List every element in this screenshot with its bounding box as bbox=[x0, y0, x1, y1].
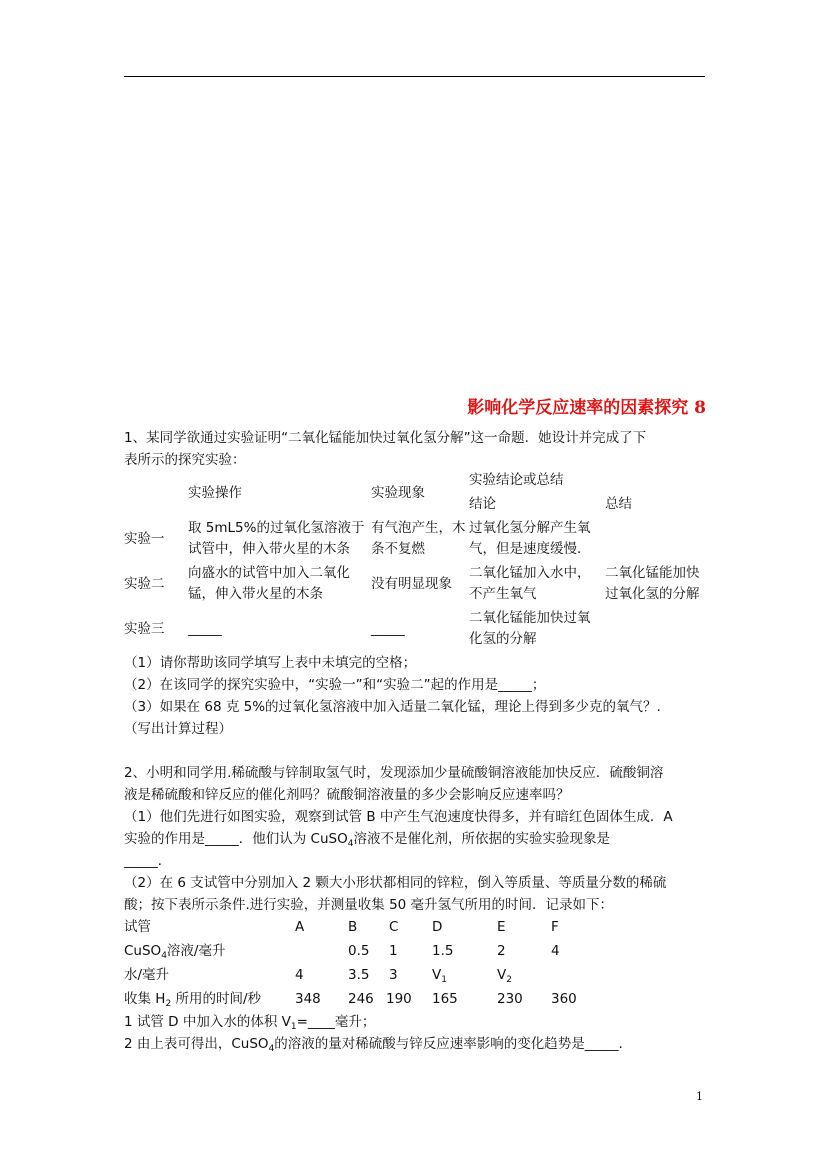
q1-header-operation: 实验操作 bbox=[188, 485, 242, 501]
q1-row2-op-line1: 向盛水的试管中加入二氧化 bbox=[188, 565, 350, 581]
q2-row3-label bbox=[124, 989, 261, 1014]
q2-col-c: C bbox=[389, 919, 399, 935]
q2-col-f: F bbox=[551, 919, 559, 935]
q2-line2: 液是稀硫酸和锌反应的催化剂吗？硫酸铜溶液量的多少会影响反应速率吗？ bbox=[124, 787, 570, 803]
q2-row1-label-b: 溶液/毫升 bbox=[166, 943, 226, 959]
q1-header-summary: 总结 bbox=[605, 496, 632, 512]
q2-r2-d-var: V bbox=[432, 967, 442, 983]
q2-row3-label-a: 收集 H bbox=[124, 991, 166, 1007]
q2-r1-d: 1.5 bbox=[432, 943, 454, 959]
q2-row1-label bbox=[124, 941, 225, 966]
q2-line1: 2、小明和同学用.稀硫酸与锌制取氢气时，发现添加少量硫酸铜溶液能加快反应．硫酸铜溶 bbox=[124, 765, 664, 781]
q1-part1: （1）请你帮助该同学填写上表中未填完的空格； bbox=[124, 655, 417, 671]
q2-r2-d-sub: 1 bbox=[441, 975, 447, 985]
q1-part2: （2）在该同学的探究实验中，“实验一”和“实验二”起的作用是_____； bbox=[124, 677, 546, 693]
q2-line3: （1）他们先进行如图实验，观察到试管 B 中产生气泡速度快得多，并有暗红色固体生成．A bbox=[124, 809, 673, 825]
q1-row2-conc-line2: 不产生氧气 bbox=[469, 586, 537, 602]
q1-row2-op-line2: 锰，伸入带火星的木条 bbox=[188, 586, 323, 602]
q2-sub1-sub: 1 bbox=[290, 1022, 297, 1032]
q2-col-a: A bbox=[295, 919, 305, 935]
q2-line4 bbox=[124, 829, 610, 854]
q2-r3-f: 360 bbox=[551, 991, 577, 1007]
q2-col-d: D bbox=[432, 919, 443, 935]
q1-part3-line1: （3）如果在 68 克 5%的过氧化氢溶液中加入适量二氧化锰，理论上得到多少克的氧气？. bbox=[124, 699, 661, 715]
q2-r2-e bbox=[497, 965, 512, 990]
q2-sub1-a: 1 试管 D 中加入水的体积 V bbox=[124, 1014, 291, 1030]
q2-r2-c: 3 bbox=[389, 967, 398, 983]
q2-r3-e: 230 bbox=[497, 991, 523, 1007]
q1-row2-conc-line1: 二氧化锰加入水中， bbox=[469, 565, 591, 581]
q2-line4-a: 实验的作用是_____．他们认为 CuSO bbox=[124, 831, 348, 847]
q2-line5: _____． bbox=[124, 853, 172, 869]
q1-row3-phen-blank: _____ bbox=[371, 621, 405, 637]
q1-row1-conc-line2: 气，但是速度缓慢． bbox=[469, 541, 591, 557]
q2-r2-e-sub: 2 bbox=[506, 975, 512, 985]
q2-r1-e: 2 bbox=[497, 943, 506, 959]
q1-part3-line2: （写出计算过程） bbox=[124, 721, 232, 737]
q2-r3-b: 246 bbox=[348, 991, 374, 1007]
q2-r3-a: 348 bbox=[295, 991, 321, 1007]
q2-r2-b: 3.5 bbox=[348, 967, 370, 983]
q1-row3-label: 实验三 bbox=[124, 621, 165, 637]
header-rule bbox=[124, 76, 705, 77]
q2-sub2-sub: 4 bbox=[268, 1044, 275, 1054]
q2-line7: 酸；按下表所示条件.进行实验，并测量收集 50 毫升氢气所用的时间．记录如下： bbox=[124, 897, 614, 913]
q2-r1-c: 1 bbox=[389, 943, 398, 959]
q2-row2-label: 水/毫升 bbox=[124, 967, 170, 983]
q1-row2-label: 实验二 bbox=[124, 576, 165, 592]
q2-sub2-b: 的溶液的量对稀硫酸与锌反应速率影响的变化趋势是_____. bbox=[274, 1036, 623, 1052]
q2-r1-f: 4 bbox=[551, 943, 560, 959]
q2-col-e: E bbox=[497, 919, 506, 935]
q2-r2-a: 4 bbox=[295, 967, 304, 983]
q2-sub1-b: =____毫升； bbox=[296, 1014, 376, 1030]
q2-line4-b: 溶液不是催化剂，所依据的实验实验现象是 bbox=[353, 831, 610, 847]
q1-intro-line1: 1、某同学欲通过实验证明“二氧化锰能加快过氧化氢分解”这一命题．她设计并完成了下 bbox=[124, 430, 647, 446]
q1-row1-conc-line1: 过氧化氢分解产生氧 bbox=[469, 520, 591, 536]
q2-row1-label-sub: 4 bbox=[161, 951, 167, 961]
page-title: 影响化学反应速率的因素探究 8 bbox=[467, 398, 706, 418]
q1-intro-line2: 表所示的探究实验： bbox=[124, 452, 246, 468]
page-number: 1 bbox=[696, 1090, 703, 1103]
q2-r1-b: 0.5 bbox=[348, 943, 370, 959]
q2-line6: （2）在 6 支试管中分别加入 2 颗大小形状都相同的锌粒，倒入等质量、等质量分数的稀硫 bbox=[124, 875, 667, 891]
q2-row3-label-sub: 2 bbox=[165, 999, 172, 1009]
q1-row2-phen: 没有明显现象 bbox=[371, 576, 452, 592]
q1-header-group: 实验结论或总结 bbox=[469, 472, 564, 488]
q1-row3-conc-line2: 化氢的分解 bbox=[469, 631, 537, 647]
q2-r2-e-var: V bbox=[497, 967, 507, 983]
q2-sub2 bbox=[124, 1034, 623, 1059]
q2-sub2-a: 2 由上表可得出，CuSO bbox=[124, 1036, 269, 1052]
q1-row3-op-blank: _____ bbox=[188, 621, 222, 637]
q1-row1-label: 实验一 bbox=[124, 531, 165, 547]
q1-row1-op-line1: 取 5mL5%的过氧化氢溶液于 bbox=[188, 520, 365, 536]
q1-summary-line2: 过氧化氢的分解 bbox=[605, 586, 700, 602]
q2-row1-label-a: CuSO bbox=[124, 943, 162, 959]
q1-row1-phen-line2: 条不复燃 bbox=[371, 541, 425, 557]
q2-row3-label-b: 所用的时间/秒 bbox=[171, 991, 262, 1007]
q1-summary-line1: 二氧化锰能加快 bbox=[605, 565, 700, 581]
q2-r2-d bbox=[432, 965, 447, 990]
q2-r3-c: 190 bbox=[386, 991, 412, 1007]
q2-line4-sub: 4 bbox=[347, 839, 354, 849]
q1-row1-phen-line1: 有气泡产生，木 bbox=[371, 520, 466, 536]
q1-header-phenomenon: 实验现象 bbox=[371, 485, 425, 501]
q1-header-conclusion: 结论 bbox=[469, 496, 496, 512]
q2-header-label: 试管 bbox=[124, 919, 151, 935]
q2-r3-d: 165 bbox=[432, 991, 458, 1007]
q2-col-b: B bbox=[348, 919, 358, 935]
q1-row1-op-line2: 试管中，伸入带火星的木条 bbox=[188, 541, 350, 557]
q1-row3-conc-line1: 二氧化锰能加快过氧 bbox=[469, 610, 591, 626]
